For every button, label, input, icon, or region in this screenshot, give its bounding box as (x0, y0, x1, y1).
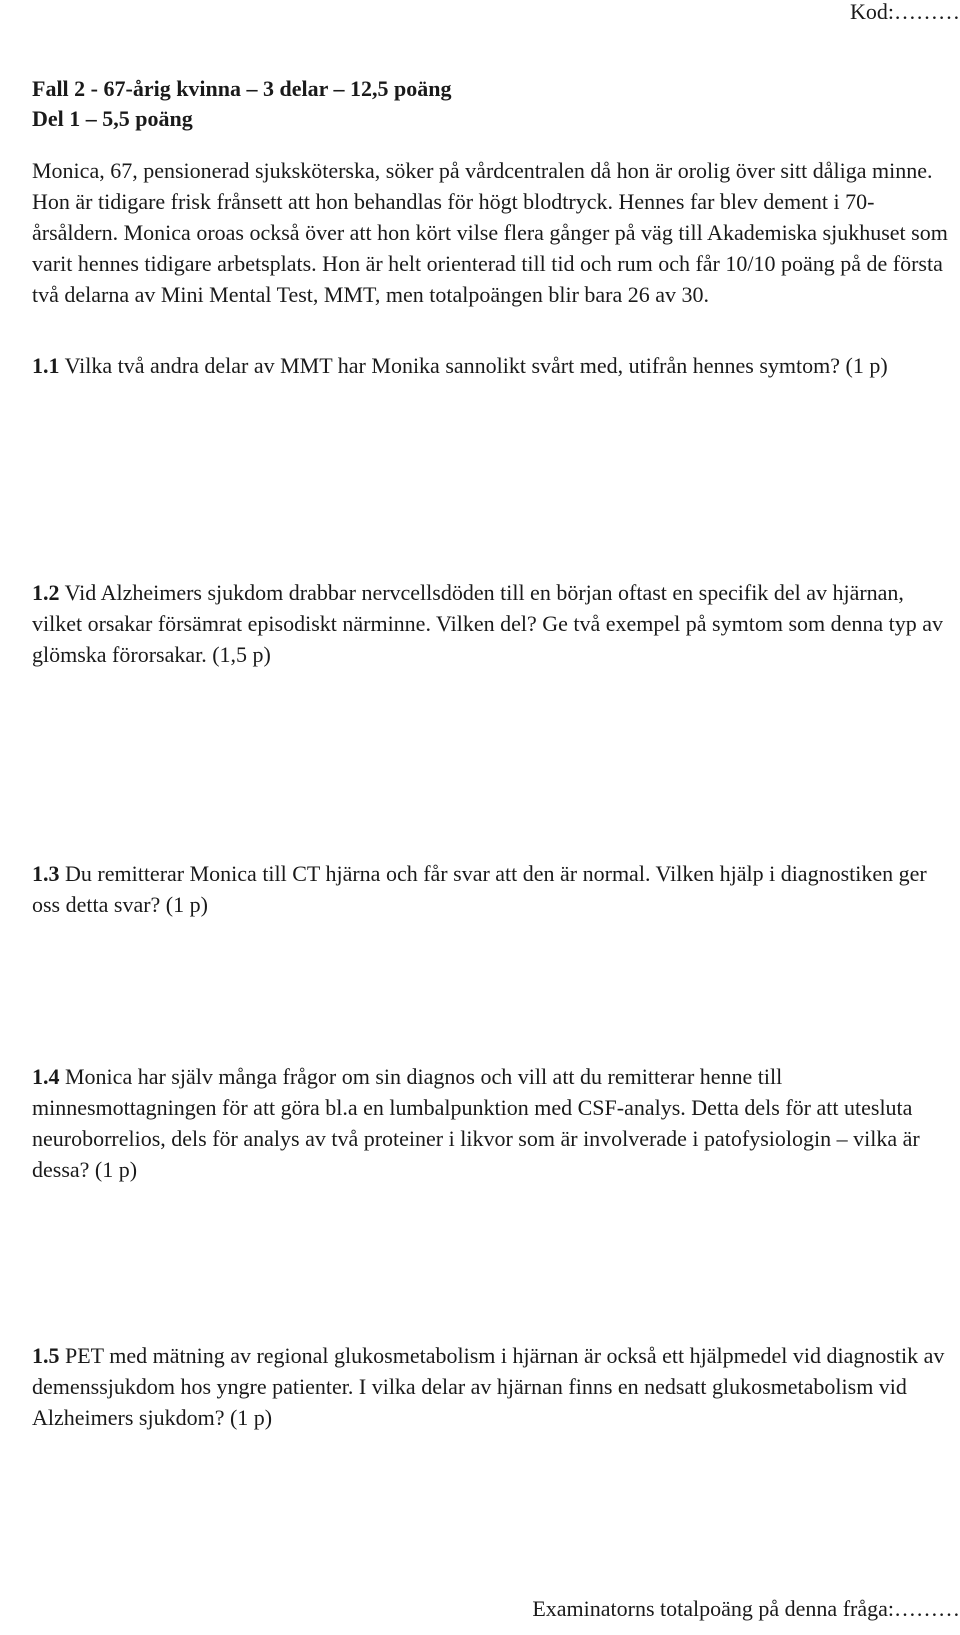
question-1-3 (32, 858, 957, 920)
question-number: 1.3 (32, 861, 60, 886)
question-text: Vilka två andra delar av MMT har Monika sannolikt svårt med, utifrån hennes symtom? (1 p) (59, 353, 888, 378)
case-title: Fall 2 - 67-årig kvinna – 3 delar – 12,5 poäng (32, 76, 452, 101)
question-1-1 (32, 350, 957, 381)
question-number: 1.5 (32, 1343, 60, 1368)
case-intro: Monica, 67, pensionerad sjuksköterska, söker på vårdcentralen då hon är orolig över sitt dåliga minne. Hon är tidigare frisk frånsett att hon behandlas för högt blodtryck. Hennes far blev dement i 70-årsåldern. Monica oroas också över att hon kört vilse flera gånger på väg till Akademiska sjukhuset som varit hennes tidigare arbetsplats. Hon är helt orienterad till tid och rum och får 10/10 poäng på de första två delarna av Mini Mental Test, MMT, men totalpoängen blir bara 26 av 30. (32, 158, 948, 307)
question-1-4 (32, 1061, 957, 1185)
question-number: 1.4 (32, 1064, 60, 1089)
case-part: Del 1 – 5,5 poäng (32, 106, 193, 131)
case-heading (32, 74, 952, 134)
question-1-2 (32, 577, 957, 670)
question-1-5 (32, 1340, 957, 1433)
question-number: 1.2 (32, 580, 60, 605)
question-text: PET med mätning av regional glukosmetabolism i hjärnan är också ett hjälpmedel vid diagnostik av demenssjukdom hos yngre patienter. I vilka delar av hjärnan finns en nedsatt glukosmetabolism vid Alzheimers sjukdom? (1 p) (32, 1343, 945, 1430)
examiner-total-score: Examinatorns totalpoäng på denna fråga:……… (532, 1596, 960, 1621)
question-text: Vid Alzheimers sjukdom drabbar nervcellsdöden till en början oftast en specifik del av hjärnan, vilket orsakar försämrat episodiskt närminne. Vilken del? Ge två exempel på symtom som denna typ av glömska förorsakar. (1,5 p) (32, 580, 944, 667)
question-number: 1.1 (32, 353, 60, 378)
question-text: Monica har själv många frågor om sin diagnos och vill att du remitterar henne till minnesmottagningen för att göra bl.a en lumbalpunktion med CSF-analys. Detta dels för att utesluta neuroborrelios, dels för analys av två proteiner i likvor som är involverade i patofysiologin – vilka är dessa? (1 p) (32, 1064, 920, 1182)
code-label: Kod:……… (850, 0, 960, 24)
question-text: Du remitterar Monica till CT hjärna och får svar att den är normal. Vilken hjälp i diagnostiken ger oss detta svar? (1 p) (32, 861, 927, 917)
